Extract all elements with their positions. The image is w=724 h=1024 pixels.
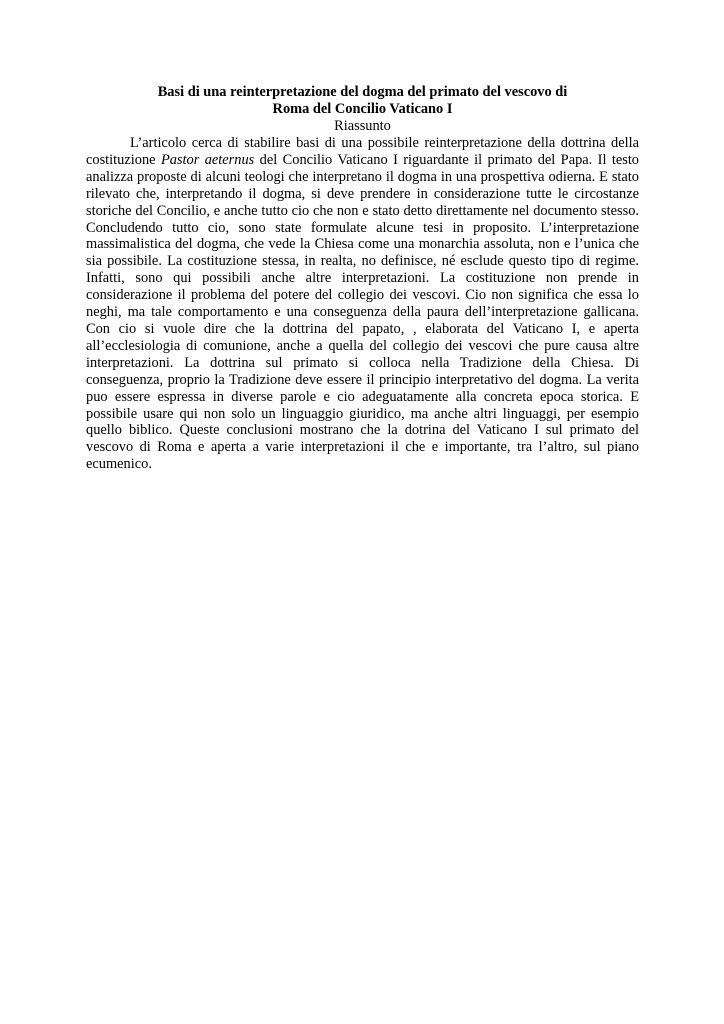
abstract-paragraph: [86, 135, 639, 473]
paragraph-text-rest: del Concilio Vaticano I riguardante il primato del Papa. Il testo analizza proposte di alcuni teologi che interpretano il dogma in una prospettiva odierna. E stato rilevato che, interpretando il dogma, si deve prendere in considerazione tutte le circostanze storiche del Concilio, e anche tutto cio che non e stato detto direttamente nel documento stesso. Concludendo tutto cio, sono state formulate alcune tesi in proposito. L’interpretazione massimalistica del dogma, che vede la Chiesa come una monarchia assoluta, non e l’unica che sia possibile. La costituzione stessa, in realta, no definisce, né esclude questo tipo di regime. Infatti, sono qui possibili anche altre interpretazioni. La costituzione non prende in considerazione il problema del potere del collegio dei vescovi. Cio non significa che essa lo neghi, ma tale comportamento e una conseguenza della paura dell’interpretazione gallicana. Con cio si vuole dire che la dottrina del papato, , elaborata del Vaticano I, e aperta all’ecclesiologia di comunione, anche a quella del collegio dei vescovi che pure causa altre interpretazioni. La dottrina sul primato si colloca nella Tradizione della Chiesa. Di conseguenza, proprio la Tradizione deve essere il principio interpretativo del dogma. La verita puo essere espressa in diverse parole e cio adeguatamente alla concreta epoca storica. E possibile usare qui non solo un linguaggio giuridico, ma anche altri linguaggi, per esempio quello biblico. Queste conclusioni mostrano che la dotrina del Vaticano I sul primato del vescovo di Roma e aperta a varie interpretazioni il che e importante, tra l’altro, sul piano ecumenico.: [86, 151, 640, 473]
document-page: [86, 84, 639, 473]
document-title: [86, 84, 639, 118]
paragraph-text-start: L’articolo cerca di stabilire basi di una possibile reinterpretazione della dottrina della costituzione: [86, 135, 639, 168]
title-line-2: Roma del Concilio Vaticano I: [272, 101, 453, 117]
section-heading: Riassunto: [334, 118, 391, 134]
paragraph-italic-title: Pastor aeternus: [160, 151, 255, 168]
title-line-1: Basi di una reinterpretazione del dogma del primato del vescovo di: [157, 84, 568, 100]
